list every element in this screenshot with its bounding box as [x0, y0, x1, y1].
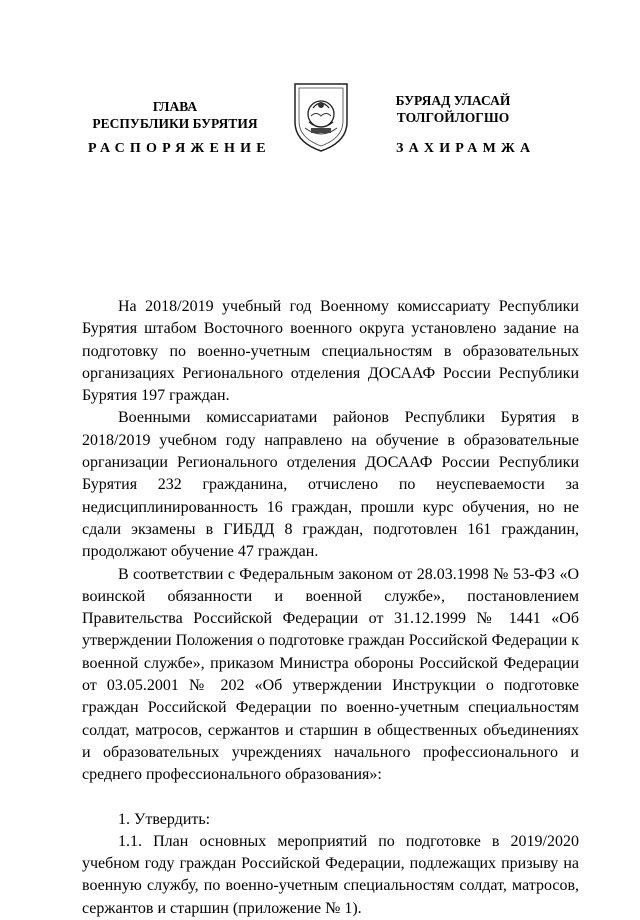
doc-type-right: ЗАХИРАМЖА [396, 141, 536, 156]
paragraph-5: 1.1. План основных мероприятий по подготовке в 2019/2020 учебном году граждан Российской Федерации, подлежащих призыву на военную службу, по военно-учетным специальностям солдат, матросов, сержантов и старшин (приложение № 1). [82, 832, 579, 917]
header-right-line2: ТОЛГОЙЛОГШО [396, 110, 510, 125]
document-body [82, 296, 579, 920]
paragraph-2: Военными комиссариатами районов Республики Бурятия в 2018/2019 учебном году направлено на обучение в образовательные организации Регионального отделения ДОСААФ России Республики Бурятия 232 гражданина, отчислено по неуспеваемости за недисциплинированность 16 граждан, прошли курс обучения, но не сдали экзамены в ГИБДД 8 граждан, подготовлен 161 гражданин, продолжают обучение 47 граждан. [82, 409, 579, 561]
paragraph-1: На 2018/2019 учебный год Военному комиссариату Республики Бурятия штабом Восточного военного округа установлено задание на подготовку по военно-учетным специальностям в образовательных организациях Регионального отделения ДОСААФ России Республики Бурятия 197 граждан. [82, 298, 579, 405]
header-right-line1: БУРЯАД УЛАСАЙ [395, 93, 511, 108]
header-left [70, 98, 280, 132]
header-left-line2: РЕСПУБЛИКИ БУРЯТИЯ [92, 116, 258, 131]
paragraph-3: В соответствии с Федеральным законом от 28.03.1998 № 53-ФЗ «О воинской обязанности и военной службе», постановлением Правительства Российской Федерации от 31.12.1999 № 1441 «Об утверждении Положения о подготовке граждан Российской Федерации к военной службе», приказом Министра обороны Российской Федерации от 03.05.2001 № 202 «Об утверждении Инструкции о подготовке граждан Российской Федерации по военно-учетным специальностям солдат, матросов, сержантов и старшин в общественных объединениях и образовательных учреждениях начального профессионального и среднего профессионального образования»: [82, 565, 579, 784]
doc-type-left: РАСПОРЯЖЕНИЕ [88, 141, 271, 156]
header-right [358, 92, 548, 126]
header-left-line1: ГЛАВА [152, 99, 198, 114]
coat-of-arms-icon [291, 78, 351, 154]
paragraph-4: 1. Утвердить: [118, 810, 211, 828]
